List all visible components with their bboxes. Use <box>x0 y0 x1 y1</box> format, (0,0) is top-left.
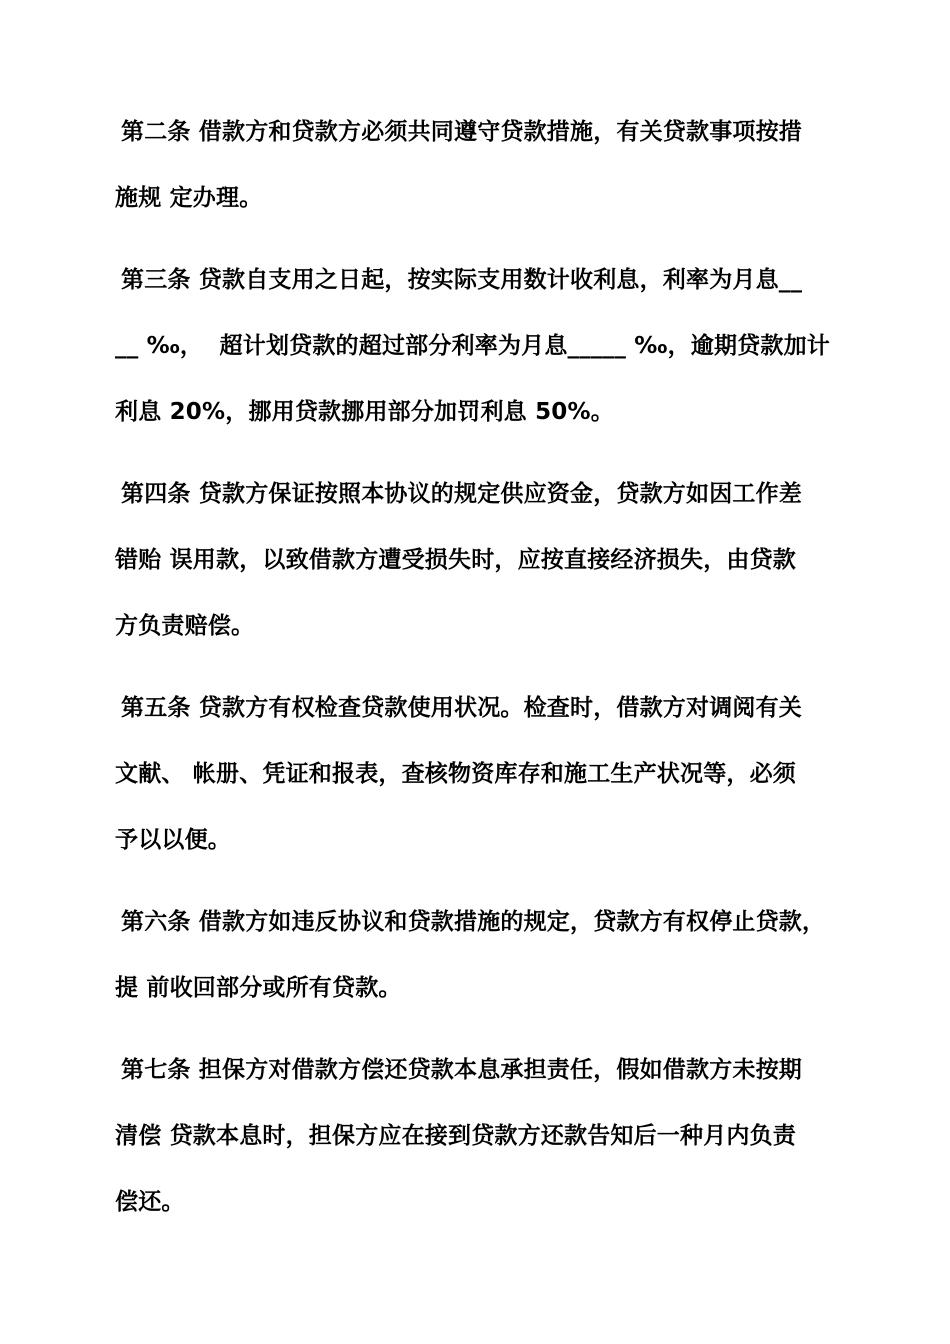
article-6-line-2: 提 前收回部分或所有贷款。 <box>115 975 402 1001</box>
article-5-line-2: 文献、 帐册、凭证和报表，查核物资库存和施工生产状况等，必须 <box>115 761 797 787</box>
article-2-line-1: 第二条 借款方和贷款方必须共同遵守贷款措施，有关贷款事项按措 <box>121 119 803 145</box>
article-4-line-3: 方负责赔偿。 <box>115 613 255 639</box>
article-6-line-1: 第六条 借款方如违反协议和贷款措施的规定，贷款方有权停止贷款， <box>121 909 826 935</box>
article-4-line-1: 第四条 贷款方保证按照本协议的规定供应资金，贷款方如因工作差 <box>121 481 803 507</box>
article-5-line-1: 第五条 贷款方有权检查贷款使用状况。检查时，借款方对调阅有关 <box>121 695 803 721</box>
article-3-line-2: __ ‰， 超计划贷款的超过部分利率为月息_____ ‰，逾期贷款加计 <box>115 333 830 359</box>
article-2-line-2: 施规 定办理。 <box>115 185 263 211</box>
article-3-line-1: 第三条 贷款自支用之日起，按实际支用数计收利息，利率为月息__ <box>121 267 803 293</box>
article-5-line-3: 予以以便。 <box>115 827 231 853</box>
article-7-line-3: 偿还。 <box>115 1189 185 1215</box>
article-7-line-2: 清偿 贷款本息时，担保方应在接到贷款方还款告知后一种月内负责 <box>115 1123 797 1149</box>
article-7-line-1: 第七条 担保方对借款方偿还贷款本息承担责任，假如借款方未按期 <box>121 1057 803 1083</box>
article-4-line-2: 错贻 误用款，以致借款方遭受损失时，应按直接经济损失，由贷款 <box>115 547 797 573</box>
article-3-line-3: 利息 20%，挪用贷款挪用部分加罚利息 50%。 <box>115 399 614 425</box>
